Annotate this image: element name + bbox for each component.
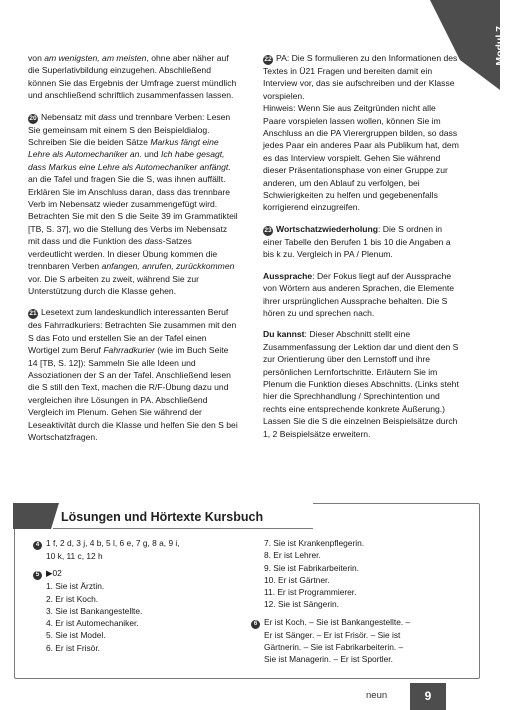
exercise-number-icon: 23 [264, 226, 272, 234]
exercise-number-icon: 4 [33, 541, 42, 550]
solution-5 [33, 567, 243, 580]
lesson-number: Lektion 1 [506, 26, 518, 73]
list-item: 1. Sie ist Ärztin. [46, 581, 105, 592]
paragraph-du-kannst: Du kannst: Dieser Abschnitt stellt eine Zusammenfassung der Lektion dar und dient den S zur Orientierung über den Lernstoff und ihre persönlichen Lernfortschritte. Erläutern Sie im Plenum die Funktion dieses Abschnitts. (Links steht hier die Sprechhandlung / Sprechintention und rechts eine entsprechende konkrete Äußerung.) Lassen Sie die S die einzelnen Beispielsätze durch 1, 2 Beispielsätze erweitern. [263, 329, 459, 439]
paragraph-exercise-23: 23 Wortschatzwiederholung: Die S ordnen in einer Tabelle den Berufen 1 bis 10 die Angaben a bis k zu. Vergleich in PA / Plenum. [263, 223, 451, 260]
exercise-number-icon: 22 [264, 56, 272, 63]
paragraph-exercise-20: 20 Nebensatz mit dass und trennbare Verben: Lesen Sie gemeinsam mit einem S den Beispieldialog. Schreiben Sie die beiden Sätze Markus fängt eine Lehre als Automechaniker an. und Ich habe gesagt, dass Markus eine Lehre als Automechaniker anfängt. an die Tafel und fragen Sie die S, was ihnen auffällt. Erklären Sie im Anschluss daran, dass das trennbare Verb im Nebensatz wieder zusammengefügt wird. Betrachten Sie mit den S die Seite 39 im Grammatikteil [TB, S. 37], wo die Stellung des Verbs im Nebensatz mit dass und die Funktion des dass-Satzes verdeutlicht werden. In dieser Übung kommen die trennbaren Verben anfangen, anrufen, zurückkommen vor. Die S arbeiten zu zweit, während Sie zur Unterstützung durch die Klasse gehen. [28, 111, 238, 296]
page-word: neun [366, 690, 388, 701]
solutions-title: Lösungen und Hörtexte Kursbuch [61, 510, 264, 524]
exercise-number-icon: 5 [33, 571, 42, 580]
paragraph-exercise-21: 21 Lesetext zum landeskundlich interessanten Beruf des Fahrradkuriers: Betrachten Sie zusammen mit den S das Foto und erstellen Sie an der Tafel einen Wortigel zum Beruf Fahrradkurier (wie im Buch Seite 14 [TB, S. 12]): Sammeln Sie alle Ideen und Assoziationen der S an der Tafel. Anschließend lesen die S still den Text, machen die R/F-Übung dazu und vergleichen ihre Lösungen in PA. Abschließend Vergleich im Plenum. Gehen Sie während der Leseaktivität durch die Klasse und helfen Sie den S bei Wortschatzfragen. [28, 307, 238, 442]
solutions-box [14, 503, 480, 679]
list-item: 5. Sie ist Model. [46, 630, 106, 641]
list-item: 10. Er ist Gärtner. [264, 574, 330, 585]
module-number: Modul 7 [494, 26, 506, 66]
paragraph-pronunciation: Aussprache: Der Fokus liegt auf der Aussprache von Wörtern aus anderen Sprachen, die Elemente ihrer ursprünglichen Aussprache behalten. Die S hören zu und sprechen nach. [263, 270, 455, 318]
module-label [494, 26, 518, 72]
left-column [28, 52, 238, 452]
list-item: 11. Er ist Programmierer. [264, 587, 357, 598]
list-item: 3. Sie ist Bankangestellte. [46, 605, 143, 616]
exercise-number-icon: 6 [251, 620, 260, 629]
list-item: 6. Er ist Frisör. [46, 642, 100, 653]
solution-6-line: Sie ist Managerin. – Er ist Sportler. [264, 654, 393, 665]
list-item: 12. Sie ist Sängerin. [264, 599, 339, 610]
solution-6-line: Gärtnerin. – Sie ist Fabrikarbeiterin. – [264, 642, 404, 653]
right-column [263, 52, 461, 449]
solutions-left [33, 537, 243, 654]
list-item: 2. Er ist Koch. [46, 593, 99, 604]
page-number: 9 [424, 689, 432, 703]
paragraph-exercise-22: 22 PA: Die S formulieren zu den Informationen des Textes in Ü21 Fragen und bereiten damit ein Interview vor, das sie aufschreiben und der Klasse vorspielen. [263, 53, 458, 101]
list-item: 9. Sie ist Fabrikarbeiterin. [264, 562, 359, 573]
exercise-number-icon: 20 [29, 114, 37, 122]
paragraph-superlative: von am wenigsten, am meisten, ohne aber näher auf die Superlativbildung einzugehen. Abschließend können Sie das Ergebnis der Umfrage zuerst mündlich und anschließend schriftlich zusammenfassen lassen. [28, 53, 237, 101]
solution-6-line: Er ist Sänger. – Er ist Frisör. – Sie ist [264, 629, 401, 640]
exercise-number-icon: 21 [29, 310, 37, 318]
list-item: 8. Er ist Lehrer. [264, 550, 321, 561]
solution-4: 4 1 f, 2 d, 3 j, 4 b, 5 l, 6 e, 7 g, 8 a, 9 i, [33, 537, 243, 550]
list-item: 4. Er ist Automechaniker. [46, 618, 139, 629]
play-icon: ▶02 [46, 568, 62, 579]
solution-4-cont: 10 k, 11 c, 12 h [46, 551, 103, 561]
solution-6: 6 Er ist Koch. – Sie ist Bankangestellte. – [251, 616, 471, 629]
solutions-right [251, 537, 471, 666]
list-item: 7. Sie ist Krankenpflegerin. [264, 538, 365, 548]
paragraph-hint: Hinweis: Wenn Sie aus Zeitgründen nicht alle Paare vorspielen lassen wollen, können Sie im Anschluss an die PA Vierergruppen bilden, so dass jedes Paar ein anderes Paar als Publikum hat, dem es das Interview vorspielt. Gehen Sie während dieser Präsentationsphase von einer Gruppe zur anderen, um den Ablauf zu verfolgen, bei Schwierigkeiten zu helfen und gegebenenfalls korrigierend einzugreifen. [263, 103, 459, 213]
